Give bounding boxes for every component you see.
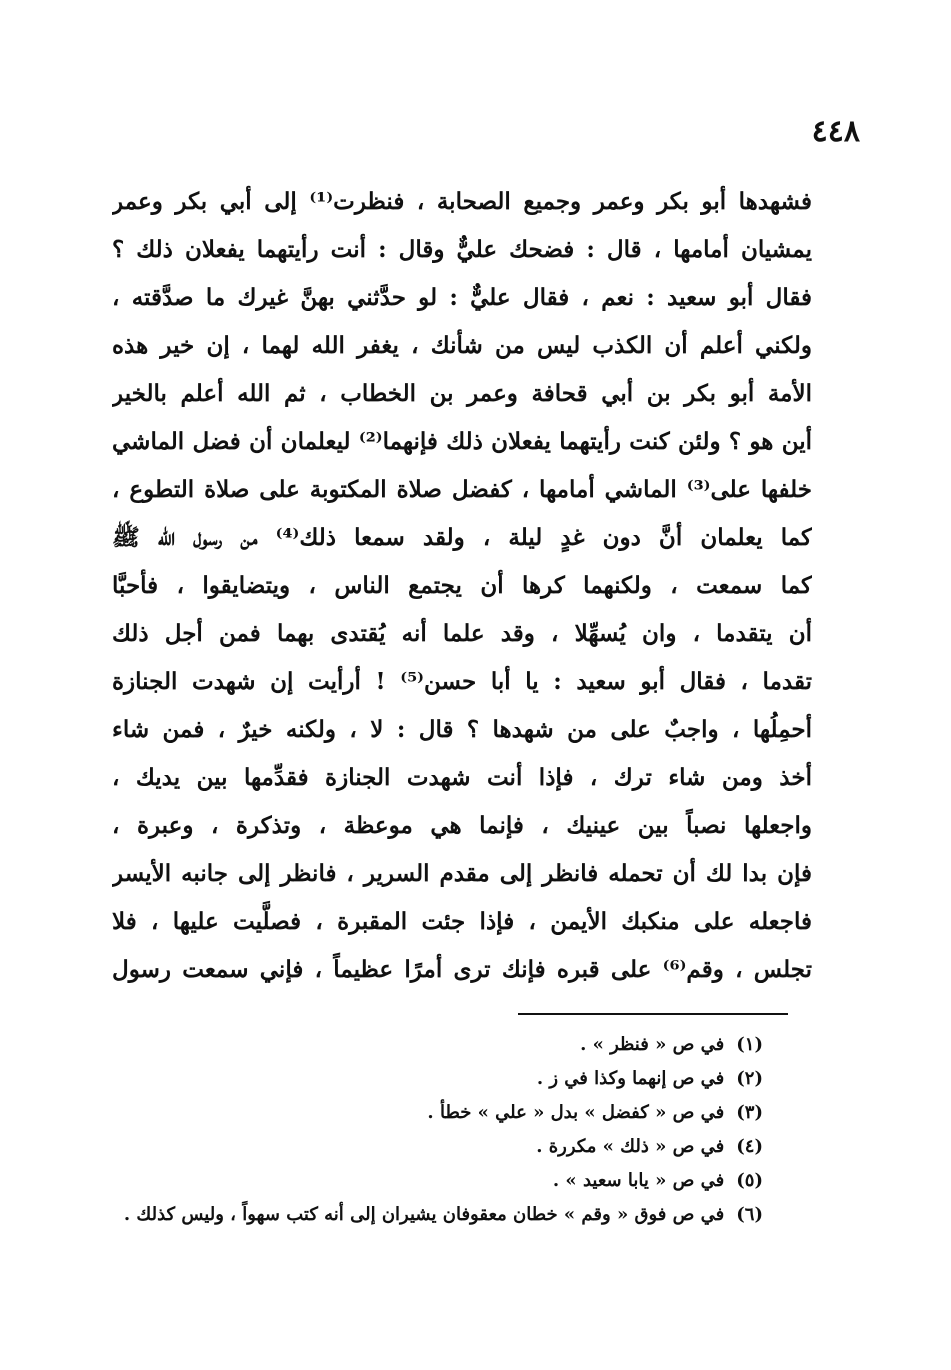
text-line: فإن بدا لك أن تحمله فانظر إلى مقدم السرير ، فانظر إلى جانبه الأيسر <box>112 860 812 887</box>
footnote-text: في ص « ذلك » مكررة . <box>536 1136 725 1157</box>
text-line: فقال أبو سعيد : نعم ، فقال عليٌّ : لو حدَّثني بهنَّ غيرك ما صدَّقته ، <box>112 284 812 311</box>
text-line: تجلس ، وقم⁽⁶⁾ على قبره فإنك ترى أمرًا عظيماً ، فإني سمعت رسول <box>112 956 812 983</box>
footnote <box>100 1130 763 1164</box>
footnote <box>100 1096 763 1130</box>
footnote-divider <box>518 1013 788 1015</box>
footnote <box>100 1198 763 1232</box>
footnote-number: (٤) <box>736 1136 763 1157</box>
footnote-number: (٣) <box>736 1102 763 1123</box>
footnote-text: في ص « فنظر » . <box>580 1034 725 1055</box>
footnotes <box>100 1028 763 1232</box>
text-line: الأمة أبو بكر بن أبي قحافة وعمر بن الخطاب ، ثم الله أعلم بالخير <box>112 380 812 407</box>
main-text <box>112 178 812 994</box>
text-line: كما يعلمان أنَّ دون غدٍ ليلة ، ولقد سمعا ذلك⁽⁴⁾ من رسول الله ﷺ <box>112 524 812 551</box>
footnote-number: (٦) <box>736 1204 763 1225</box>
text-line: تقدما ، فقال أبو سعيد : يا أبا حسن⁽⁵⁾ ! أرأيت إن شهدت الجنازة <box>112 668 812 695</box>
text-line: واجعلها نصباً بين عينيك ، فإنما هي موعظة ، وتذكرة ، وعبرة ، <box>112 812 812 839</box>
footnote <box>100 1062 763 1096</box>
footnote <box>100 1164 763 1198</box>
text-line: فاجعله على منكبك الأيمن ، فإذا جئت المقبرة ، فصلَّيت عليها ، فلا <box>112 908 812 935</box>
text-line: كما سمعت ، ولكنهما كرها أن يجتمع الناس ، ويتضايقوا ، فأحبَّا <box>112 572 812 599</box>
footnote <box>100 1028 763 1062</box>
footnote-number: (٥) <box>736 1170 763 1191</box>
footnote-text: في ص فوق « وقم » خطان معقوفان يشيران إلى أنه كتب سهواً ، وليس كذلك . <box>123 1204 725 1225</box>
page-number: ٤٤٨ <box>811 114 860 149</box>
text-line: خلفها على⁽³⁾ الماشي أمامها ، كفضل صلاة المكتوبة على صلاة التطوع ، <box>112 476 812 503</box>
footnote-number: (٢) <box>736 1068 763 1089</box>
text-line: أين هو ؟ ولئن كنت رأيتهما يفعلان ذلك فإنهما⁽²⁾ ليعلمان أن فضل الماشي <box>112 428 812 455</box>
text-line: أن يتقدما ، وان يُسهِّلا ، وقد علما أنه يُقتدى بهما فمن أجل ذلك <box>112 620 812 647</box>
footnote-text: في ص إنهما وكذا في ز . <box>536 1068 725 1089</box>
text-line: فشهدها أبو بكر وعمر وجميع الصحابة ، فنظرت⁽¹⁾ إلى أبي بكر وعمر <box>112 188 812 215</box>
text-line: يمشيان أمامها ، قال : فضحك عليٌّ وقال : أنت رأيتهما يفعلان ذلك ؟ <box>112 236 812 263</box>
text-line: ولكني أعلم أن الكذب ليس من شأنك ، يغفر الله لهما ، إن خير هذه <box>112 332 812 359</box>
footnote-number: (١) <box>736 1034 763 1055</box>
footnote-text: في ص « كفضل » بدل « علي » خطأ . <box>427 1102 725 1123</box>
text-line: أحمِلُها ، واجبٌ على من شهدها ؟ قال : لا ، ولكنه خيرٌ ، فمن شاء <box>112 716 812 743</box>
footnote-text: في ص « يابا سعيد » . <box>552 1170 725 1191</box>
text-line: أخذ ومن شاء ترك ، فإذا أنت شهدت الجنازة فقدِّمها بين يديك ، <box>112 764 812 791</box>
